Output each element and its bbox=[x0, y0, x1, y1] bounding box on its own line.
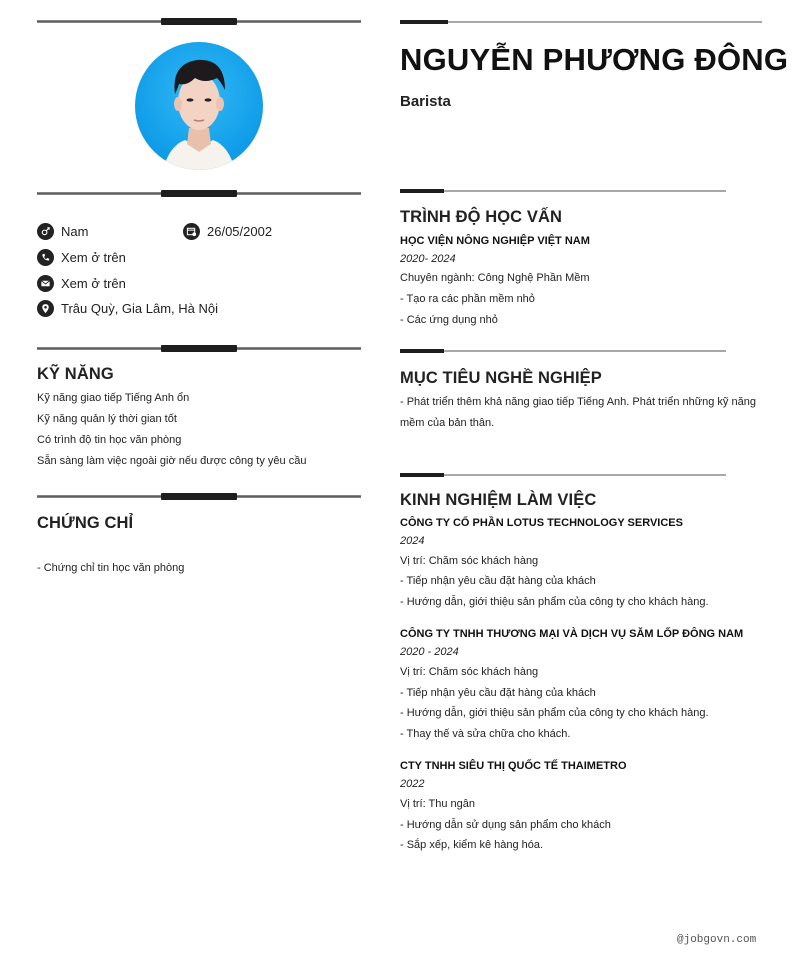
job-line: - Hướng dẫn, giới thiệu sản phẩm của công ty cho khách hàng. bbox=[400, 707, 709, 719]
divider bbox=[37, 18, 361, 25]
job-period: 2024 bbox=[400, 535, 425, 547]
job-line: Vị trí: Thu ngân bbox=[400, 798, 476, 810]
candidate-role: Barista bbox=[400, 93, 451, 110]
education-line: - Các ứng dụng nhỏ bbox=[400, 314, 498, 326]
address-value: Trâu Quỳ, Gia Lâm, Hà Nội bbox=[61, 301, 219, 316]
education-title: TRÌNH ĐỘ HỌC VẤN bbox=[400, 208, 563, 226]
job-line: - Hướng dẫn, giới thiệu sản phẩm của công ty cho khách hàng. bbox=[400, 596, 709, 608]
calendar-icon bbox=[183, 223, 200, 240]
profile-photo bbox=[135, 42, 263, 170]
job-company: CTY TNHH SIÊU THỊ QUỐC TẾ THAIMETRO bbox=[400, 760, 627, 772]
job-period: 2022 bbox=[400, 778, 425, 790]
divider bbox=[37, 345, 361, 352]
job-line: - Thay thế và sửa chữa cho khách. bbox=[400, 728, 571, 740]
certificate-item: - Chứng chỉ tin học văn phòng bbox=[37, 562, 185, 574]
gender-icon bbox=[37, 223, 54, 240]
job-line: - Sắp xếp, kiểm kê hàng hóa. bbox=[400, 839, 544, 851]
candidate-name: NGUYỄN PHƯƠNG ĐÔNG bbox=[400, 42, 789, 77]
skill-item: Kỹ năng giao tiếp Tiếng Anh ổn bbox=[37, 392, 190, 404]
divider bbox=[400, 20, 762, 24]
email-row bbox=[37, 275, 126, 292]
education-period: 2020- 2024 bbox=[400, 253, 456, 265]
job-line: Vị trí: Chăm sóc khách hàng bbox=[400, 555, 539, 567]
education-line: - Tạo ra các phần mềm nhỏ bbox=[400, 293, 535, 305]
skill-item: Kỹ năng quản lý thời gian tốt bbox=[37, 413, 177, 425]
job-line: - Tiếp nhận yêu cầu đặt hàng của khách bbox=[400, 575, 596, 587]
divider bbox=[400, 473, 726, 477]
certificates-title: CHỨNG CHỈ bbox=[37, 514, 134, 532]
birthday-value: 26/05/2002 bbox=[207, 224, 273, 239]
skills-title: KỸ NĂNG bbox=[37, 365, 114, 383]
school-name: HỌC VIỆN NÔNG NGHIỆP VIỆT NAM bbox=[400, 235, 590, 247]
objective-title: MỤC TIÊU NGHỀ NGHIỆP bbox=[400, 369, 602, 387]
objective-line: mềm của bản thân. bbox=[400, 417, 495, 429]
divider bbox=[37, 493, 361, 500]
divider bbox=[400, 189, 726, 193]
divider bbox=[37, 190, 361, 197]
email-icon bbox=[37, 275, 54, 292]
experience-title: KINH NGHIỆM LÀM VIỆC bbox=[400, 491, 597, 509]
job-line: - Tiếp nhận yêu cầu đặt hàng của khách bbox=[400, 687, 596, 699]
birthday-row bbox=[183, 223, 272, 240]
job-company: CÔNG TY CỔ PHẦN LOTUS TECHNOLOGY SERVICES bbox=[400, 517, 683, 529]
phone-icon bbox=[37, 249, 54, 266]
divider bbox=[400, 349, 726, 353]
avatar bbox=[135, 42, 263, 170]
skill-item: Có trình độ tin học văn phòng bbox=[37, 434, 182, 446]
location-icon bbox=[37, 300, 54, 317]
gender-row bbox=[37, 223, 88, 240]
address-row bbox=[37, 300, 218, 317]
phone-row bbox=[37, 249, 126, 266]
phone-value: Xem ở trên bbox=[61, 250, 126, 265]
job-company: CÔNG TY TNHH THƯƠNG MẠI VÀ DỊCH VỤ SĂM LỐP ĐÔNG NAM bbox=[400, 628, 744, 640]
watermark: @jobgovn.com bbox=[677, 934, 757, 946]
job-line: Vị trí: Chăm sóc khách hàng bbox=[400, 666, 539, 678]
job-period: 2020 - 2024 bbox=[400, 646, 459, 658]
education-line: Chuyên ngành: Công Nghệ Phần Mềm bbox=[400, 272, 590, 284]
objective-line: - Phát triển thêm khả năng giao tiếp Tiếng Anh. Phát triển những kỹ năng bbox=[400, 396, 756, 408]
email-value: Xem ở trên bbox=[61, 276, 126, 291]
gender-value: Nam bbox=[61, 224, 89, 239]
skill-item: Sẵn sàng làm việc ngoài giờ nếu được công ty yêu cầu bbox=[37, 455, 307, 467]
job-line: - Hướng dẫn sử dụng sản phẩm cho khách bbox=[400, 819, 611, 831]
